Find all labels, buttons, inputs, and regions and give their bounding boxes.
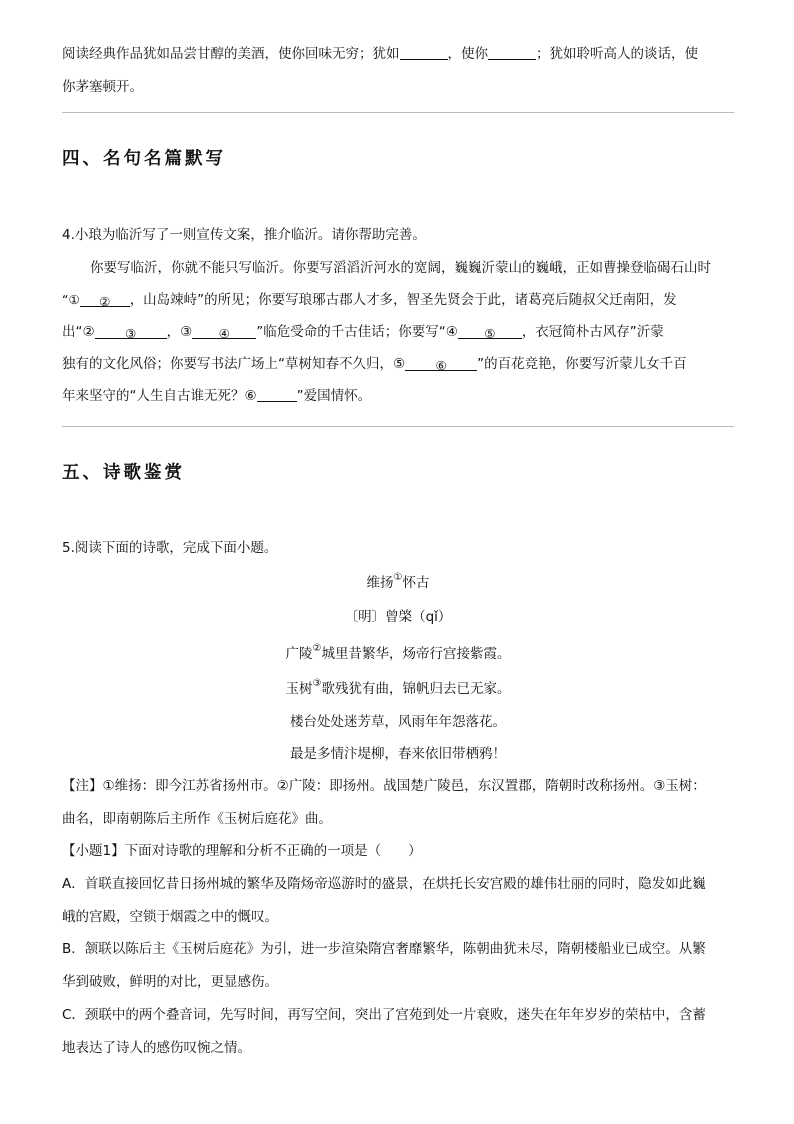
text-line (62, 354, 734, 374)
footnote-marker: ① (393, 572, 403, 583)
poem-verse: 楼台处处迷芳草，风雨年年怨落花。 (290, 714, 506, 730)
footnote-marker: ② (312, 643, 322, 654)
text: ，③ (166, 324, 193, 340)
poem-verse: 最是多情汴堤柳，春来依旧带栖鸦！ (290, 746, 506, 762)
text: ，衣冠简朴古风存”沂蒙 (521, 324, 664, 340)
option-b-cont: 华到破败，鲜明的对比，更显感伤。 (62, 974, 278, 990)
blank-number: ② (99, 294, 111, 309)
question-stem: 4.小琅为临沂写了一则宣传文案，推介临沂。请你帮助完善。 (62, 227, 426, 243)
blank (400, 45, 448, 60)
divider (62, 426, 734, 427)
text: ”的百花竞艳，你要写沂蒙儿女千百 (477, 356, 687, 372)
text: 城里昔繁华，炀帝行宫接紫霞。 (321, 646, 511, 662)
text: 年来坚守的“人生自古谁无死？⑥ (62, 388, 257, 404)
section-heading: 五、诗歌鉴赏 (62, 463, 185, 483)
text: 怀古 (402, 575, 430, 591)
text: 维扬 (366, 575, 394, 591)
option-c: C．颈联中的两个叠音词，先写时间，再写空间，突出了宫苑到处一片衰败，迷失在年年岁岁的荣枯中，含蓄 (62, 1007, 706, 1023)
text: “① (62, 292, 80, 307)
text: 歌残犹有曲，锦帆归去已无家。 (321, 681, 511, 697)
text: 广陵 (285, 646, 313, 662)
blank-number: ④ (218, 326, 230, 341)
text-line (62, 290, 734, 310)
text: 出“② (62, 324, 95, 340)
text-line (62, 322, 734, 342)
poem-verse (62, 679, 734, 699)
blank (95, 324, 167, 339)
note-line: 曲名，即南朝陈后主所作《玉树后庭花》曲。 (62, 811, 332, 827)
text-line: 你要写临沂，你就不能只写临沂。你要写滔滔沂河水的宽阔，巍巍沂蒙山的巍峨，正如曹操登临碣石山时 (90, 260, 711, 276)
blank-number: ③ (125, 326, 137, 341)
text: ”爱国情怀。 (296, 388, 372, 404)
text: ，山岛竦峙”的所见；你要写琅琊古郡人才多，智圣先贤会于此，诸葛亮后随叔父迁南阳，发 (129, 292, 677, 308)
text: 玉树 (285, 681, 313, 697)
option-c-cont: 地表达了诗人的感伤叹惋之情。 (62, 1040, 251, 1056)
option-a: A．首联直接回忆昔日扬州城的繁华及隋炀帝巡游时的盛景，在烘托长安宫殿的雄伟壮丽的同时，隐发如此巍 (62, 876, 706, 892)
footnote-marker: ③ (312, 678, 322, 689)
blank-number: ⑤ (484, 326, 496, 341)
sub-question: 【小题1】下面对诗歌的理解和分析不正确的一项是（ ） (62, 843, 422, 859)
blank (257, 387, 297, 402)
poem-title (62, 573, 734, 593)
text: ”临危受命的千古佳话；你要写“④ (256, 324, 458, 340)
blank (80, 292, 130, 307)
blank (488, 45, 536, 60)
text: 阅读经典作品犹如品尝甘醇的美酒，使你回味无穷；犹如 (62, 46, 400, 62)
divider (62, 112, 734, 113)
section-heading: 四、名句名篇默写 (62, 149, 226, 169)
question-stem: 5.阅读下面的诗歌，完成下面小题。 (62, 540, 278, 556)
poem-verse (62, 644, 734, 664)
text: ，使你 (447, 46, 488, 62)
text-line (62, 386, 734, 406)
blank-number: ⑥ (435, 358, 447, 373)
option-b: B．颔联以陈后主《玉树后庭花》为引，进一步渲染隋宫奢靡繁华，陈朝曲犹未尽，隋朝楼船业已成空。从繁 (62, 941, 706, 957)
blank (192, 324, 256, 339)
blank (458, 324, 522, 339)
option-a-cont: 峨的宫殿，空锁于烟霞之中的慨叹。 (62, 909, 278, 925)
text-line (62, 44, 734, 64)
poem-author: 〔明〕曾棨（qǐ） (344, 609, 452, 625)
text-line: 你茅塞顿开。 (62, 79, 143, 95)
text: 独有的文化风俗；你要写书法广场上“草树知春不久归，⑤ (62, 356, 406, 372)
text: ；犹如聆听高人的谈话，使 (536, 46, 698, 62)
blank (405, 356, 477, 371)
note-line: 【注】①维扬：即今江苏省扬州市。②广陵：即扬州。战国楚广陵邑，东汉置郡，隋朝时改称扬州。③玉树： (62, 778, 706, 794)
